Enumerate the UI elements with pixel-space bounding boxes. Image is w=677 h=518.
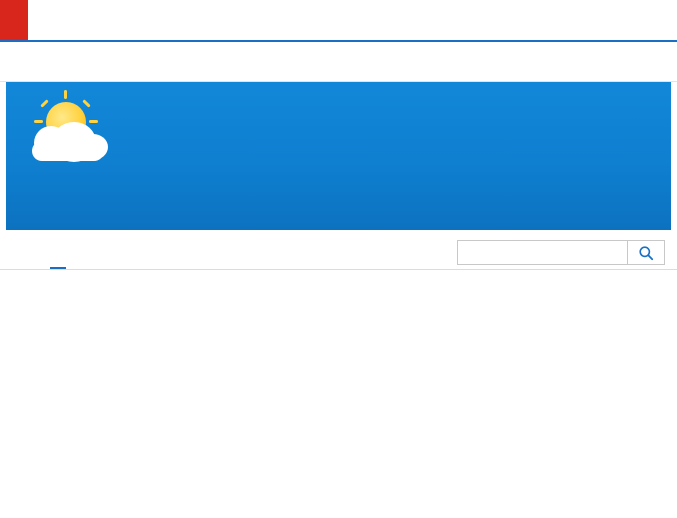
nav-left-group (28, 0, 66, 40)
top-navigation-bar (0, 0, 677, 42)
city-search (457, 240, 665, 265)
cloud-shape (28, 122, 106, 162)
temperature-chart (0, 272, 677, 368)
temperature-block (124, 96, 145, 124)
search-input[interactable] (457, 240, 627, 265)
sun-cloud-icon (20, 96, 124, 172)
search-icon (638, 245, 654, 261)
warning-notice-bar (0, 42, 677, 82)
current-weather-right (401, 82, 671, 230)
nav-right-group (619, 0, 677, 40)
current-weather-row (20, 96, 401, 172)
search-button[interactable] (627, 240, 665, 265)
current-weather-left (6, 82, 401, 230)
tab-hourly-weather[interactable] (12, 262, 28, 269)
nav-alert-button[interactable] (0, 0, 28, 40)
forecast-tabs-row (0, 230, 677, 270)
current-weather-panel (6, 82, 671, 230)
tab-ten-day-forecast[interactable] (50, 260, 66, 269)
ten-day-forecast (0, 270, 677, 500)
